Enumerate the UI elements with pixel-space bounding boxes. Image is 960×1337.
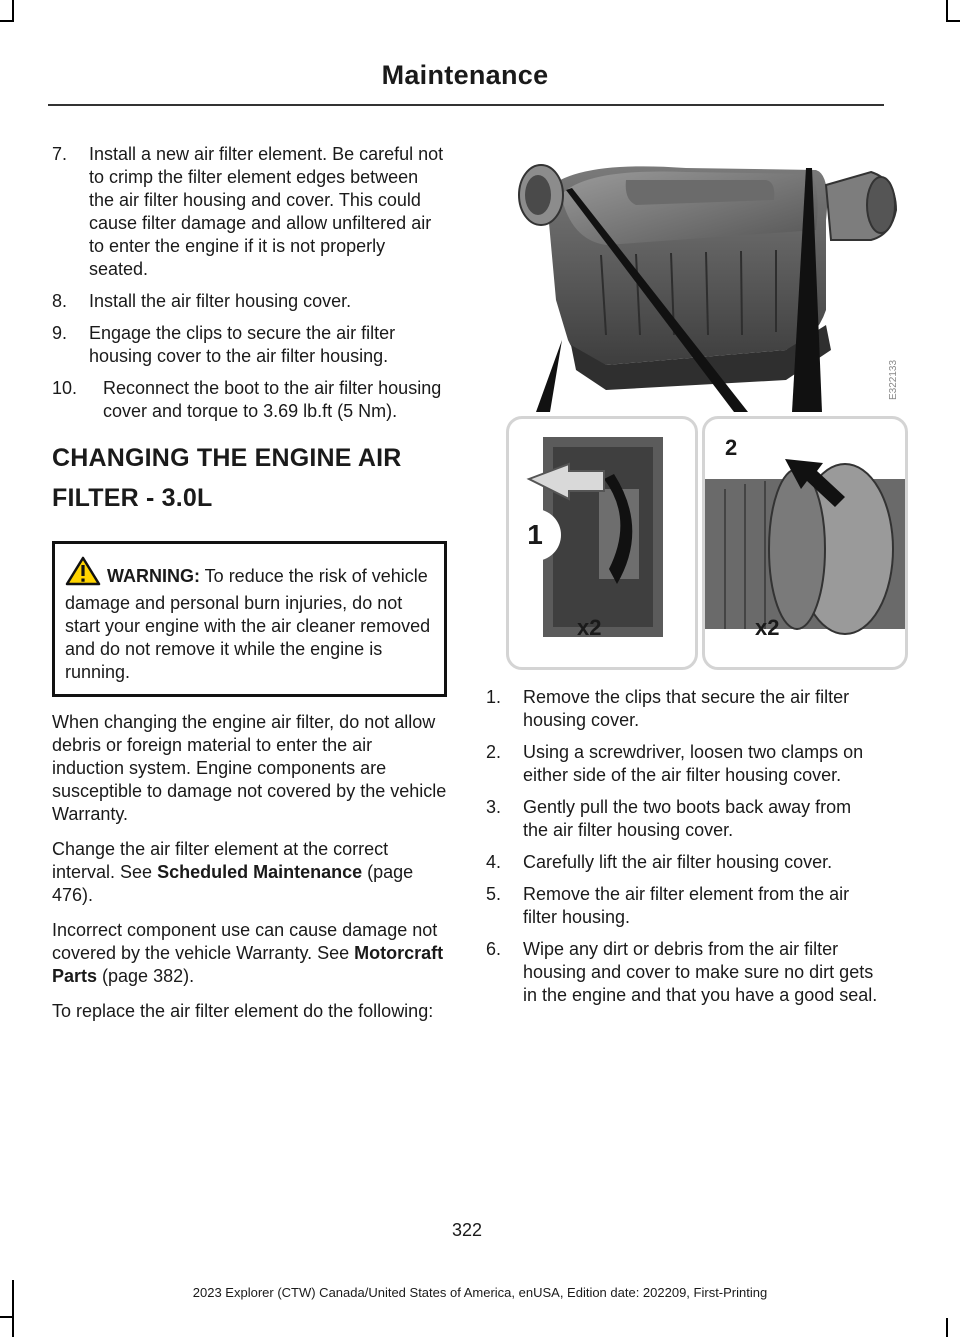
crop-mark: [12, 0, 14, 22]
warning-triangle-icon: [65, 556, 101, 592]
left-column: [52, 143, 447, 1035]
link-motorcraft-parts[interactable]: Motorcraft Parts: [52, 943, 444, 986]
warning-box: WARNING: To reduce the risk of vehicle damage and personal burn injuries, do not start your engine with the air cleaner removed and do not remove it while the engine is running.: [52, 541, 447, 697]
callout-2: 2: [725, 435, 738, 460]
air-filter-figure: [486, 150, 908, 672]
header-rule: [48, 104, 884, 106]
right-column: [486, 686, 881, 1016]
step-10: 10. Reconnect the boot to the air filter housing cover and torque to 3.69 lb.ft (5 Nm).: [52, 378, 442, 421]
paragraph-debris: When changing the engine air filter, do not allow debris or foreign material to enter the air induction system. Engine components are susceptible to damage not covered by the vehicle Warranty.: [52, 712, 447, 824]
crop-mark: [946, 0, 948, 22]
crop-mark: [0, 20, 14, 22]
inset-clip-detail: [506, 416, 698, 670]
crop-mark: [946, 20, 960, 22]
step-2: 2. Using a screwdriver, loosen two clamps on either side of the air filter housing cover.: [486, 742, 864, 785]
section-heading: CHANGING THE ENGINE AIR FILTER - 3.0L: [52, 444, 402, 512]
quantity-label-right: x2: [755, 615, 780, 640]
step-6: 6. Wipe any dirt or debris from the air filter housing and cover to make sure no dirt gets in the engine and that you have a good seal.: [486, 939, 878, 1005]
step-7: 7. Install a new air filter element. Be careful not to crimp the filter element edges between the air filter housing and cover. This could cause filter damage and allow unfiltered air to enter the engine if it is not properly seated.: [52, 144, 444, 279]
link-scheduled-maintenance[interactable]: Scheduled Maintenance: [157, 862, 363, 882]
paragraph-replace: To replace the air filter element do the following:: [52, 1001, 434, 1021]
step-5: 5. Remove the air filter element from the air filter housing.: [486, 884, 850, 927]
crop-mark: [0, 1316, 14, 1318]
step-9: 9. Engage the clips to secure the air filter housing cover to the air filter housing.: [52, 323, 396, 366]
page-number: 322: [451, 1220, 483, 1240]
crop-mark: [946, 1318, 948, 1337]
footer-edition: 2023 Explorer (CTW) Canada/United States of America, enUSA, Edition date: 202209, First-Printing: [192, 1285, 768, 1300]
quantity-label-left: x2: [577, 615, 602, 640]
figure-image-id: E322133: [888, 359, 899, 400]
callout-1: 1: [509, 509, 561, 561]
page-header-title: Maintenance: [381, 60, 549, 90]
step-4: 4. Carefully lift the air filter housing cover.: [486, 852, 833, 872]
inset-clamp-detail: [702, 416, 908, 670]
step-1: 1. Remove the clips that secure the air filter housing cover.: [486, 687, 850, 730]
step-3: 3. Gently pull the two boots back away from the air filter housing cover.: [486, 797, 852, 840]
paragraph-components: Incorrect component use can cause damage not covered by the vehicle Warranty. See Motorcraft Parts (page 382).: [52, 920, 444, 986]
step-8: 8. Install the air filter housing cover.: [52, 291, 352, 311]
paragraph-interval: Change the air filter element at the correct interval. See Scheduled Maintenance (page 476).: [52, 839, 414, 905]
air-filter-housing-illustration: [486, 150, 908, 420]
